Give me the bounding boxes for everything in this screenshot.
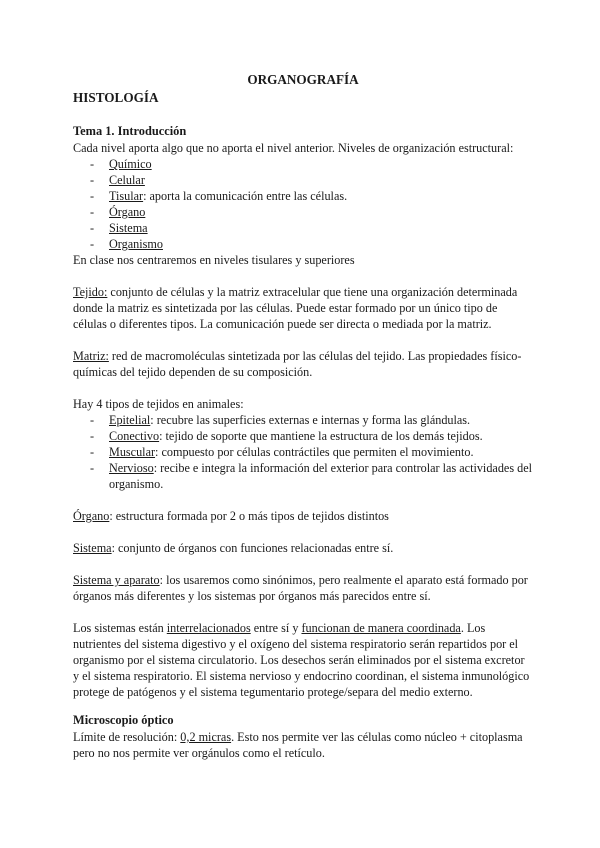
list-item [73, 172, 533, 188]
sistemas-text-1: Los sistemas están [73, 621, 167, 635]
topic-title: Tema 1. Introducción [73, 124, 187, 138]
organo-term: Órgano [73, 509, 110, 523]
list-item [73, 188, 533, 204]
matriz-text: red de macromoléculas sintetizada por las células del tejido. Las propiedades físico-químicas del tejido dependen de su composición. [73, 349, 522, 379]
spacer [73, 492, 533, 508]
level-desc: : aporta la comunicación entre las células. [143, 189, 348, 203]
sistemas-term-2: funcionan de manera coordinada [301, 621, 461, 635]
list-item [73, 204, 533, 220]
level-term: Químico [109, 157, 152, 171]
level-term: Tisular [109, 189, 144, 203]
sistema-aparato-text: : los usaremos como sinónimos, pero realmente el aparato está formado por órganos más diferentes y los sistemas por órganos más parecidos entre sí. [73, 573, 528, 603]
sistema-text: : conjunto de órganos con funciones relacionadas entre sí. [111, 541, 394, 555]
spacer [73, 524, 533, 540]
organo-text: : estructura formada por 2 o más tipos de tejidos distintos [109, 509, 389, 523]
list-item [73, 156, 533, 172]
tissue-term: Nervioso [109, 461, 154, 475]
sistemas-paragraph [73, 620, 533, 700]
list-item [73, 412, 533, 428]
organo-paragraph [73, 508, 533, 524]
sistemas-text-2: entre sí y [250, 621, 302, 635]
spacer [73, 556, 533, 572]
sistemas-term-1: interrelacionados [166, 621, 251, 635]
section-title: HISTOLOGÍA [73, 90, 159, 105]
spacer [73, 380, 533, 396]
tissue-desc: : compuesto por células contráctiles que permiten el movimiento. [155, 445, 474, 459]
intro-paragraph: Cada nivel aporta algo que no aporta el nivel anterior. Niveles de organización estructural: [73, 141, 514, 155]
document-title: ORGANOGRAFÍA [247, 72, 359, 87]
tissue-term: Muscular [109, 445, 156, 459]
tejido-text: conjunto de células y la matriz extracelular que tiene una organización determinada donde la matriz es sintetizada por las células. Puede estar formado por un único tipo de células o diferentes tipos. La comunicación puede ser directa o mediada por la matriz. [73, 285, 518, 331]
tissue-desc: : recubre las superficies externas e internas y forma las glándulas. [150, 413, 471, 427]
list-item [73, 236, 533, 252]
matriz-paragraph [73, 348, 533, 380]
tissue-term: Conectivo [109, 429, 160, 443]
focus-paragraph: En clase nos centraremos en niveles tisulares y superiores [73, 253, 355, 267]
list-item [73, 220, 533, 236]
tissues-intro: Hay 4 tipos de tejidos en animales: [73, 397, 244, 411]
sistema-paragraph [73, 540, 533, 556]
list-item [73, 460, 533, 492]
spacer [73, 332, 533, 348]
microscopio-text-1: Límite de resolución: [73, 730, 181, 744]
tejido-paragraph [73, 284, 533, 332]
sistema-aparato-paragraph [73, 572, 533, 604]
microscopio-text-2: . Esto nos permite ver las células como núcleo + citoplasma pero no nos permite ver orgánulos como el retículo. [73, 730, 523, 760]
tejido-term: Tejido: [73, 285, 108, 299]
spacer [73, 700, 533, 712]
document-page [73, 71, 533, 761]
spacer [73, 107, 533, 123]
level-term: Organismo [109, 237, 163, 251]
list-item [73, 444, 533, 460]
level-term: Sistema [109, 221, 148, 235]
resolution-value: 0,2 micras [180, 730, 232, 744]
spacer [73, 604, 533, 620]
microscopio-paragraph [73, 729, 533, 761]
microscopio-title: Microscopio óptico [73, 713, 174, 727]
tissue-term: Epitelial [109, 413, 151, 427]
tissue-desc: : tejido de soporte que mantiene la estructura de los demás tejidos. [159, 429, 483, 443]
levels-list [73, 156, 533, 252]
list-item [73, 428, 533, 444]
level-term: Celular [109, 173, 145, 187]
level-term: Órgano [109, 205, 146, 219]
sistema-term: Sistema [73, 541, 112, 555]
sistemas-text-3: . Los nutrientes del sistema digestivo y el oxígeno del sistema respiratorio serán repartidos por el organismo por el sistema circulatorio. Los desechos serán eliminados por el sistema excretor y el sistema respiratorio. El sistema nervioso y endocrino coordinan, el sistema inmunológico protege de patógenos y el sistema tegumentario protege/separa del medio externo. [73, 621, 530, 699]
tissues-list [73, 412, 533, 492]
spacer [73, 268, 533, 284]
tissue-desc: : recibe e integra la información del exterior para controlar las actividades del organismo. [109, 461, 532, 491]
sistema-aparato-term: Sistema y aparato [73, 573, 160, 587]
matriz-term: Matriz: [73, 349, 109, 363]
